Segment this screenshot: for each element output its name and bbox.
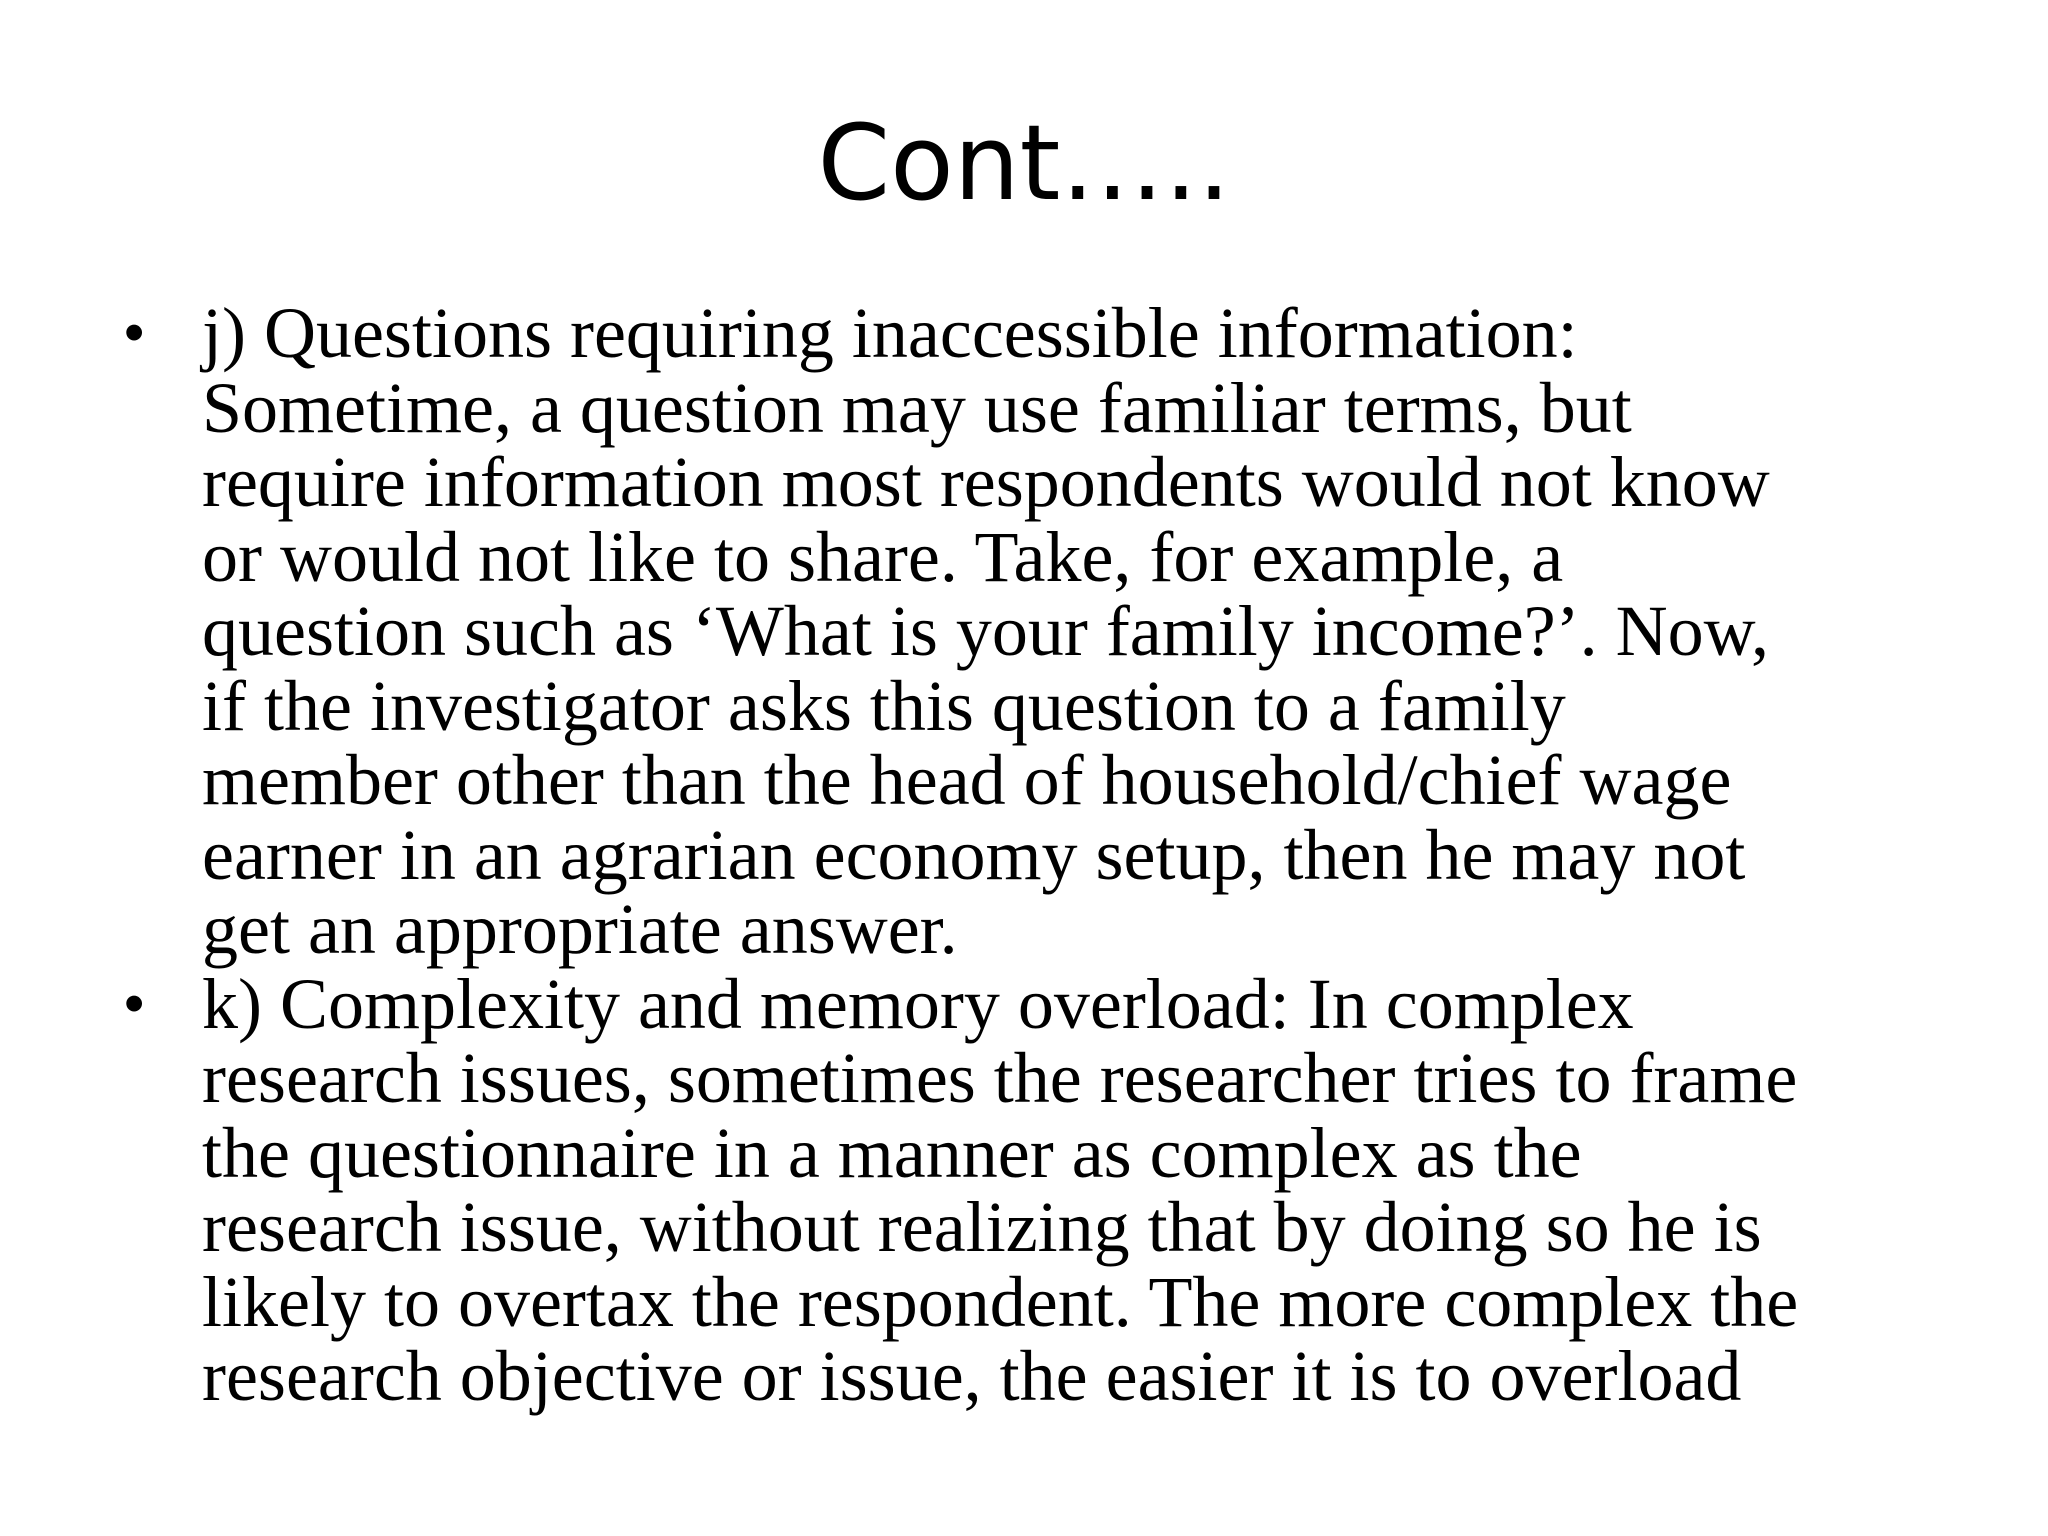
bullet-line: require information most respondents would not know	[202, 442, 1770, 522]
bullet-line: earner in an agrarian economy setup, then he may not	[202, 814, 1746, 895]
bullet-line: get an appropriate answer.	[202, 889, 958, 969]
bullet-item-j	[118, 293, 1938, 969]
bullet-line: question such as ‘What is your family income?’. Now,	[202, 591, 1769, 671]
bullet-line: research issue, without realizing that by doing so he is	[202, 1187, 1762, 1267]
bullet-line: if the investigator asks this question to a family	[202, 665, 1566, 746]
bullet-line: the questionnaire in a manner as complex as the	[202, 1112, 1582, 1193]
bullet-line: member other than the head of household/chief wage	[202, 740, 1732, 820]
slide-title: Cont…..	[817, 102, 1231, 224]
bullet-line: research objective or issue, the easier it is to overload	[202, 1336, 1742, 1416]
bullet-line: j) Questions requiring inaccessible information:	[202, 293, 1578, 373]
bullet-dot-icon: •	[124, 970, 145, 1036]
bullet-item-k	[118, 963, 1938, 1416]
bullet-line: k) Complexity and memory overload: In complex	[202, 963, 1634, 1044]
bullet-list	[118, 293, 1938, 1416]
bullet-dot-icon: •	[124, 300, 145, 365]
bullet-line: research issues, sometimes the researcher tries to frame	[202, 1038, 1798, 1118]
bullet-line: or would not like to share. Take, for example, a	[202, 516, 1564, 597]
bullet-line: likely to overtax the respondent. The more complex the	[202, 1261, 1799, 1342]
bullet-line: Sometime, a question may use familiar terms, but	[202, 367, 1632, 448]
bullet-text	[202, 963, 1938, 1416]
bullet-text	[202, 293, 1938, 969]
